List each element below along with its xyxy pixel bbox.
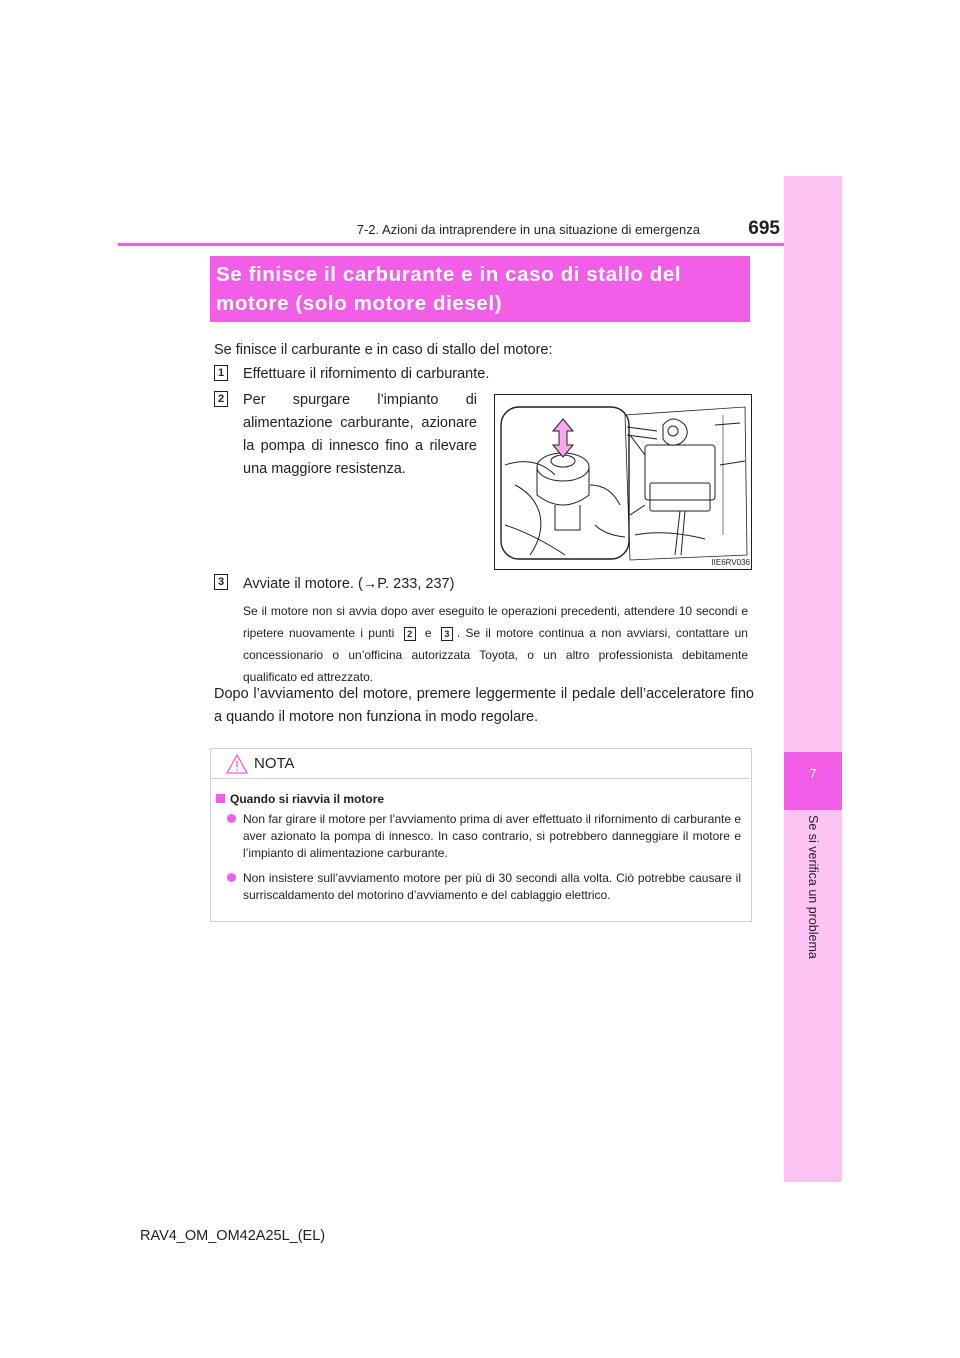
- step-note: [243, 600, 748, 688]
- nota-bullet-text-1: Non far girare il motore per l’avviamento prima di aver effettuato il rifornimento di carburante e aver azionato la pompa di innesco. In caso contrario, si potrebbero danneggiare il motore e l’impianto di alimentazione carburante.: [243, 812, 742, 860]
- nota-bullet-1: [243, 811, 741, 862]
- step-text-3: Avviate il motore. (→P. 233, 237): [243, 576, 455, 592]
- priming-pump-illustration: [494, 394, 752, 570]
- after-start-text: Dopo l’avviamento del motore, premere leggermente il pedale dell’acceleratore fino a quando il motore non funziona in modo regolare.: [214, 686, 754, 725]
- nota-bullet-2: [243, 870, 741, 904]
- step-number-1: 1: [214, 365, 228, 381]
- side-tab-chapter-block: [784, 752, 842, 810]
- nota-bullet-text-2: Non insistere sull’avviamento motore per più di 30 secondi alla volta. Ciò potrebbe causare il surriscaldamento del motorino d’avviamento e del cablaggio elettrico.: [243, 871, 741, 902]
- nota-heading: [216, 792, 736, 806]
- step-ref-3: 3: [441, 627, 453, 641]
- section-title: Se finisce il carburante e in caso di stallo del motore (solo motore diesel): [216, 263, 682, 315]
- side-tab-strip: [784, 176, 842, 1182]
- round-bullet-icon: [227, 873, 236, 882]
- step-text-2: Per spurgare l’impianto di alimentazione carburante, azionare la pompa di innesco fino a rilevare una maggiore resistenza.: [243, 392, 477, 477]
- figure-code: IIE6RV036: [711, 558, 750, 567]
- chapter-number: 7: [809, 766, 817, 781]
- step-number-3: 3: [214, 574, 228, 590]
- step-number-2: 2: [214, 391, 228, 407]
- step-note-part1: Se il motore non si avvia dopo aver eseguito le operazioni precedenti, attendere 10 secondi e ripetere nuovamente i punti: [243, 604, 748, 640]
- nota-label: NOTA: [254, 755, 295, 772]
- page-number: 695: [748, 218, 780, 239]
- running-header-section: 7-2. Azioni da intraprendere in una situazione di emergenza: [356, 222, 700, 237]
- step-note-part2: . Se il motore continua a non avviarsi, contattare un concessionario o un’officina autorizzata Toyota, o un altro professionista debitamente qualificato ed attrezzato.: [243, 626, 748, 684]
- step-note-and: e: [424, 626, 432, 640]
- square-bullet-icon: [216, 794, 225, 803]
- intro-text: Se finisce il carburante e in caso di stallo del motore:: [214, 342, 553, 358]
- footer-doc-code: RAV4_OM_OM42A25L_(EL): [140, 1228, 326, 1244]
- chapter-title: Se si verifica un problema: [806, 815, 820, 959]
- nota-heading-text: Quando si riavvia il motore: [230, 792, 385, 806]
- header-rule: [118, 243, 784, 246]
- engine-bay-drawing: [495, 395, 751, 569]
- step-ref-2: 2: [404, 627, 416, 641]
- warning-triangle-icon: [226, 754, 248, 779]
- step-text-1: Effettuare il rifornimento di carburante.: [243, 366, 490, 382]
- round-bullet-icon: [227, 814, 236, 823]
